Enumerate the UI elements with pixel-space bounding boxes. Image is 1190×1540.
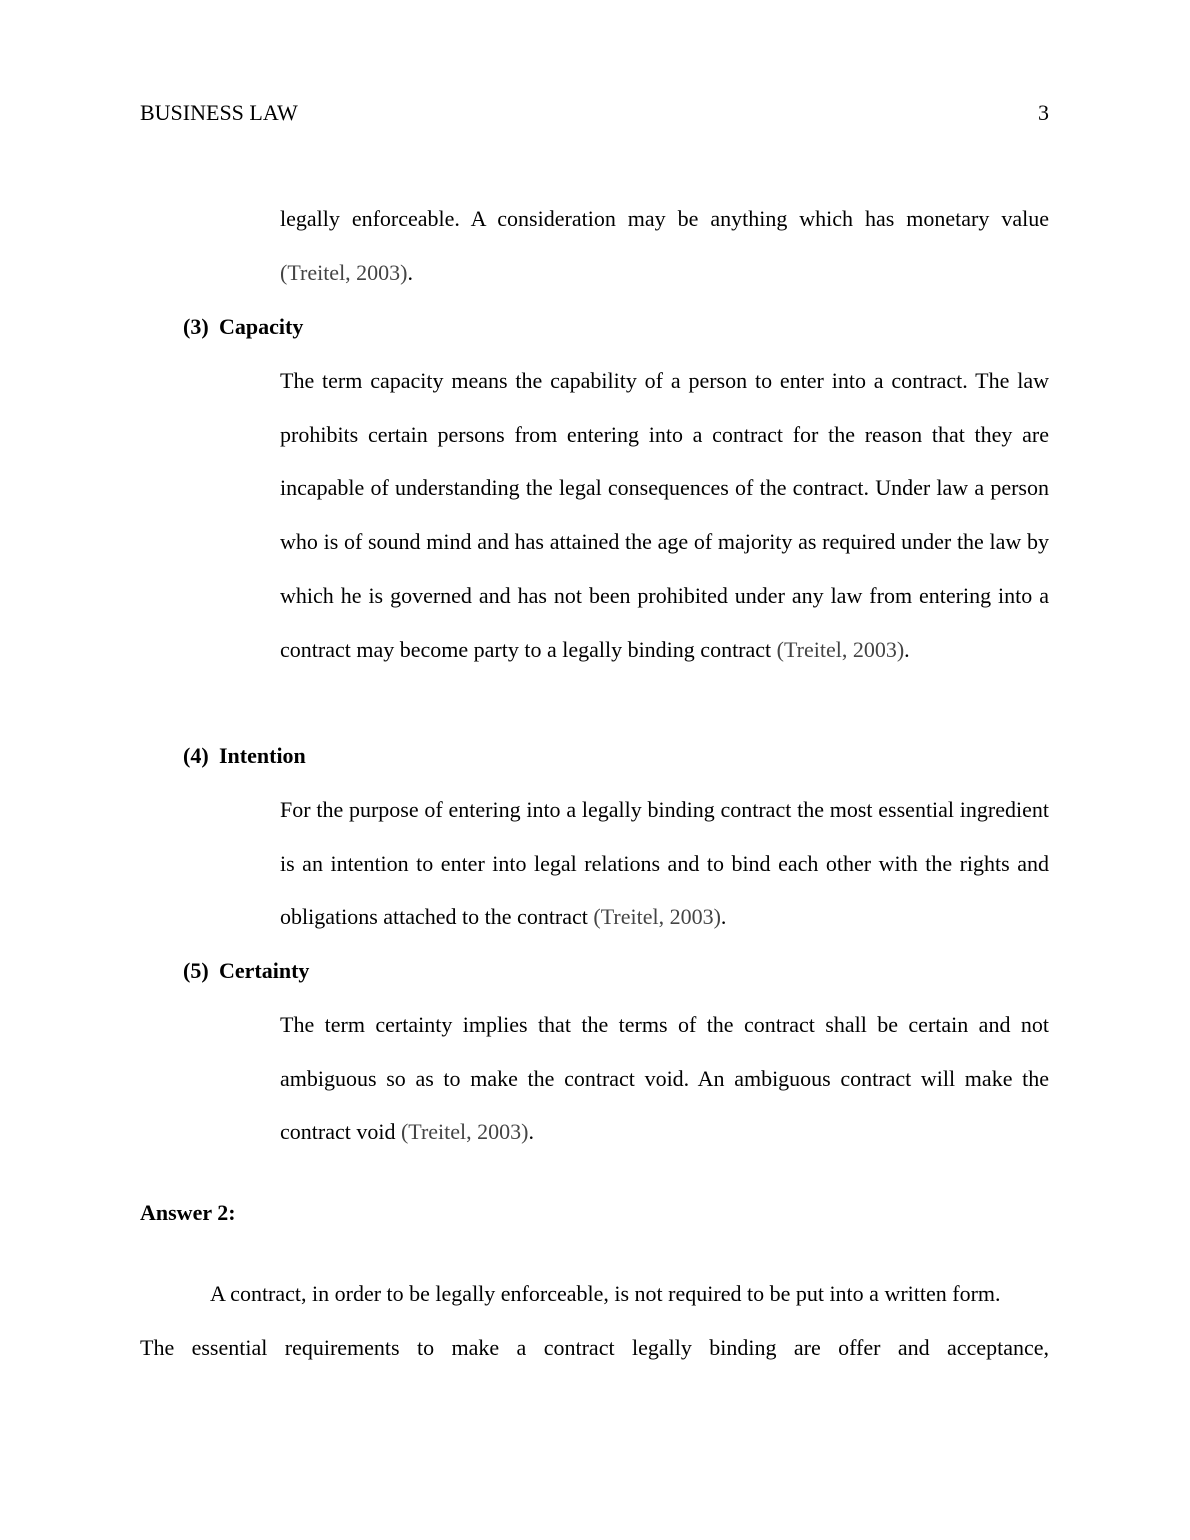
running-head	[140, 98, 1049, 128]
section-heading-capacity	[183, 312, 303, 342]
consideration-paragraph: legally enforceable. A consideration may be anything which has monetary value (Treitel, 2003).	[280, 206, 1049, 285]
answer-line-2: The essential requirements to make a contract legally binding are offer and acceptance,	[140, 1334, 1049, 1360]
certainty-paragraph: The term certainty implies that the terms of the contract shall be certain and not ambiguous so as to make the contract void. An ambiguous contract will make the contract void (Treitel, 2003).	[280, 1012, 1049, 1145]
capacity-paragraph: The term capacity means the capability of a person to enter into a contract. The law prohibits certain persons from entering into a contract for the reason that they are incapable of understanding the legal consequences of the contract. Under law a person who is of sound mind and has attained the age of majority as required under the law by which he is governed and has not been prohibited under any law from entering into a contract may become party to a legally binding contract (Treitel, 2003).	[280, 368, 1049, 662]
section-number: (5)	[183, 958, 209, 983]
section-title: Intention	[219, 743, 306, 768]
running-head-title: BUSINESS LAW	[140, 100, 298, 125]
answer-heading: Answer 2:	[140, 1200, 236, 1225]
citation: (Treitel, 2003)	[776, 636, 905, 662]
section-heading-intention	[183, 741, 306, 771]
section-number: (4)	[183, 743, 209, 768]
citation: (Treitel, 2003)	[280, 259, 408, 285]
intention-paragraph: For the purpose of entering into a legally binding contract the most essential ingredient is an intention to enter into legal relations and to bind each other with the rights and obligations attached to the contract (Treitel, 2003).	[280, 797, 1049, 930]
answer-line-1: A contract, in order to be legally enforceable, is not required to be put into a written form.	[210, 1281, 1001, 1306]
answer-paragraph	[140, 1267, 1049, 1374]
paragraph-text: For the purpose of entering into a legally binding contract the most essential ingredient is an intention to enter into legal relations and to bind each other with the rights and obligations attached to the contract	[280, 797, 1049, 930]
section-number: (3)	[183, 314, 209, 339]
page-number: 3	[1038, 100, 1049, 125]
paragraph-text: The term certainty implies that the terms of the contract shall be certain and not ambiguous so as to make the contract void. An ambiguous contract will make the contract void	[280, 1012, 1049, 1145]
citation: (Treitel, 2003)	[593, 904, 721, 930]
paragraph-text: The term capacity means the capability of a person to enter into a contract. The law prohibits certain persons from entering into a contract for the reason that they are incapable of understanding the legal consequences of the contract. Under law a person who is of sound mind and has attained the age of majority as required under the law by which he is governed and has not been prohibited under any law from entering into a contract may become party to a legally binding contract	[280, 368, 1049, 662]
citation: (Treitel, 2003)	[400, 1119, 529, 1145]
section-heading-certainty	[183, 956, 309, 986]
section-title: Certainty	[219, 958, 310, 983]
section-title: Capacity	[219, 314, 304, 339]
paragraph-text: legally enforceable. A consideration may be anything which has monetary value	[280, 206, 1049, 231]
